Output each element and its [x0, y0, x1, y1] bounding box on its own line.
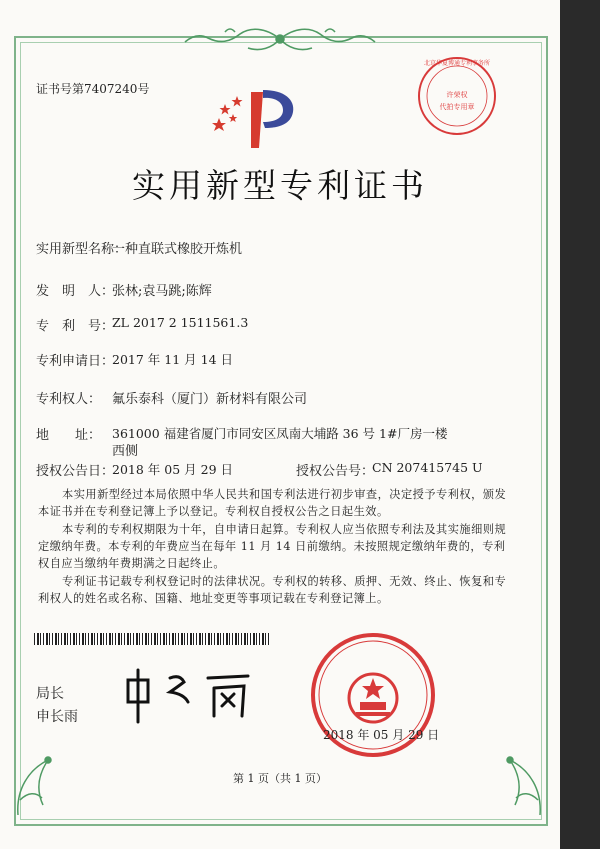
scan-edge [560, 0, 600, 849]
patentee-value: 氟乐泰科（厦门）新材料有限公司 [112, 392, 308, 407]
grant-date-label: 授权公告日： [36, 464, 115, 479]
inventor-label: 发 明 人： [36, 284, 115, 299]
patent-number-label: 专 利 号： [36, 319, 115, 334]
grant-number-label: 授权公告号： [296, 464, 375, 479]
paragraph-3: 专利证书记载专利权登记时的法律状况。专利权的转移、质押、无效、终止、恢复和专利权人的姓名或名称、国籍、地址变更等事项记载在专利登记簿上。 [38, 575, 507, 605]
certificate-title: 实用新型专利证书 [132, 166, 428, 205]
paragraph-2: 本专利的专利权期限为十年，自申请日起算。专利权人应当依照专利法及其实施细则规定缴纳年费。本专利的年费应当在每年 11 月 14 日前缴纳。未按照规定缴纳年费的，专利权自应当缴纳年费期满之日起终止。 [38, 523, 507, 570]
filing-date-value: 2017 年 11 月 14 日 [112, 352, 233, 367]
director-title: 局长 [36, 686, 64, 702]
grant-date-value: 2018 年 05 月 29 日 [112, 462, 233, 477]
seal-date: 2018 年 05 月 29 日 [323, 728, 440, 742]
filing-date-label: 专利申请日： [36, 354, 115, 369]
inventor-value: 张林;袁马跳;陈辉 [112, 284, 212, 299]
name-label: 实用新型名称： [36, 242, 128, 257]
page-footer: 第 1 页（共 1 页） [233, 772, 327, 785]
patent-office-logo [205, 82, 305, 154]
patent-number-value: ZL 2017 2 1511561.3 [112, 315, 249, 330]
address-line2: 西侧 [112, 444, 139, 459]
address-line1: 361000 福建省厦门市同安区凤南大埔路 36 号 1#厂房一楼 [112, 426, 448, 441]
name-value: 一种直联式橡胶开炼机 [112, 242, 243, 257]
top-ornament [180, 22, 380, 56]
agency-stamp-line3: 代拍专用章 [439, 103, 475, 111]
certificate-number: 证书号第7407240号 [36, 82, 150, 96]
agency-stamp-line2: 许荣权 [446, 91, 468, 99]
paragraph-1: 本实用新型经过本局依照中华人民共和国专利法进行初步审查，决定授予专利权，颁发本证书并在专利登记簿上予以登记。专利权自授权公告之日起生效。 [38, 488, 507, 518]
director-signature [118, 666, 268, 726]
director-name: 申长雨 [36, 709, 78, 725]
address-label: 地 址： [36, 428, 102, 443]
grant-number-value: CN 207415745 U [372, 460, 483, 475]
barcode [34, 633, 270, 645]
patentee-label: 专利权人： [36, 392, 102, 407]
agency-stamp-line1: 北京华夏博通专利事务所 [423, 60, 490, 67]
